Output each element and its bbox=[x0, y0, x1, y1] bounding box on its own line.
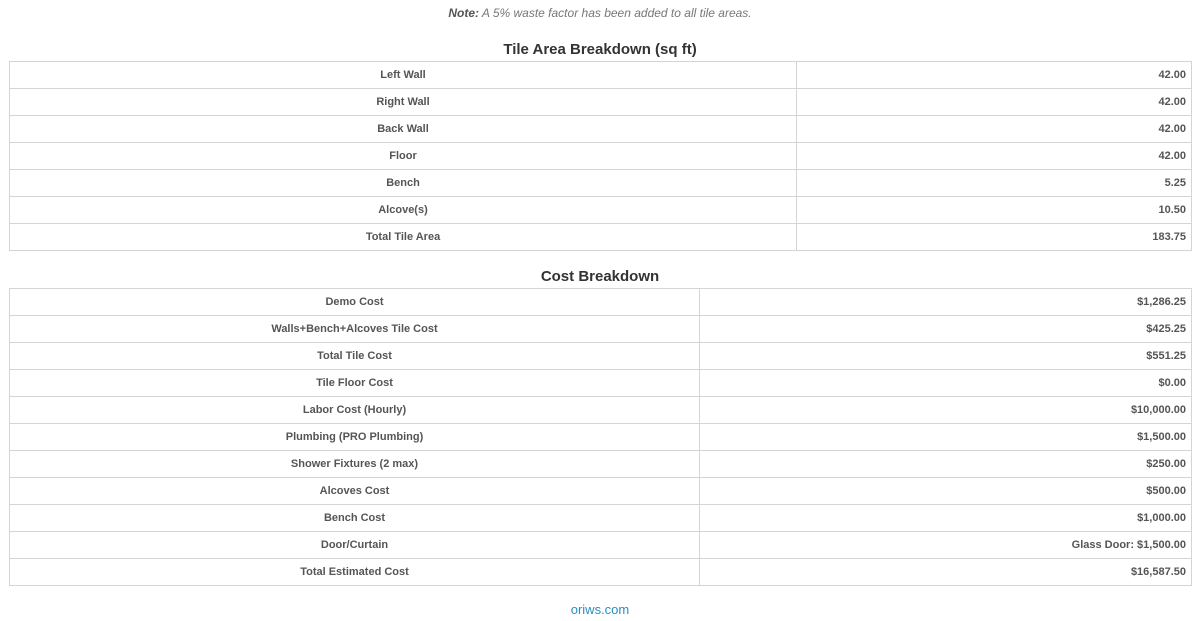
cost-breakdown-title: Cost Breakdown bbox=[540, 268, 660, 285]
table-row bbox=[10, 370, 1192, 397]
row-label: Shower Fixtures (2 max) bbox=[10, 451, 700, 478]
tile-area-title: Tile Area Breakdown (sq ft) bbox=[503, 41, 697, 58]
row-label: Tile Floor Cost bbox=[10, 370, 700, 397]
row-value: 5.25 bbox=[797, 170, 1192, 197]
note-prefix: Note: bbox=[448, 6, 480, 20]
row-label: Alcove(s) bbox=[10, 197, 797, 224]
table-row bbox=[10, 116, 1192, 143]
row-value: 42.00 bbox=[797, 89, 1192, 116]
row-label: Total Estimated Cost bbox=[10, 559, 700, 586]
table-row-total bbox=[10, 559, 1192, 586]
row-label: Total Tile Cost bbox=[10, 343, 700, 370]
table-row bbox=[10, 478, 1192, 505]
row-label: Door/Curtain bbox=[10, 532, 700, 559]
row-value: $10,000.00 bbox=[700, 397, 1192, 424]
row-label: Alcoves Cost bbox=[10, 478, 700, 505]
row-label: Total Tile Area bbox=[10, 224, 797, 251]
row-value: $0.00 bbox=[700, 370, 1192, 397]
row-value: $16,587.50 bbox=[700, 559, 1192, 586]
footer-site-link[interactable]: oriws.com bbox=[570, 602, 630, 617]
row-label: Demo Cost bbox=[10, 289, 700, 316]
table-row bbox=[10, 89, 1192, 116]
table-row bbox=[10, 532, 1192, 559]
row-label: Plumbing (PRO Plumbing) bbox=[10, 424, 700, 451]
row-label: Left Wall bbox=[10, 62, 797, 89]
table-row bbox=[10, 289, 1192, 316]
row-value: 42.00 bbox=[797, 116, 1192, 143]
row-label: Walls+Bench+Alcoves Tile Cost bbox=[10, 316, 700, 343]
table-row-total bbox=[10, 224, 1192, 251]
row-value: $1,000.00 bbox=[700, 505, 1192, 532]
row-value: $1,286.25 bbox=[700, 289, 1192, 316]
table-row bbox=[10, 505, 1192, 532]
table-row bbox=[10, 424, 1192, 451]
row-value: 183.75 bbox=[797, 224, 1192, 251]
cost-breakdown-table bbox=[9, 288, 1192, 586]
row-label: Right Wall bbox=[10, 89, 797, 116]
table-row bbox=[10, 316, 1192, 343]
row-value: 42.00 bbox=[797, 143, 1192, 170]
tile-area-table bbox=[9, 61, 1192, 251]
row-label: Floor bbox=[10, 143, 797, 170]
row-value: Glass Door: $1,500.00 bbox=[700, 532, 1192, 559]
note-text: A 5% waste factor has been added to all tile areas. bbox=[481, 6, 752, 20]
table-row bbox=[10, 62, 1192, 89]
row-value: $500.00 bbox=[700, 478, 1192, 505]
row-label: Bench bbox=[10, 170, 797, 197]
table-row bbox=[10, 170, 1192, 197]
row-value: 10.50 bbox=[797, 197, 1192, 224]
table-row bbox=[10, 397, 1192, 424]
table-row bbox=[10, 197, 1192, 224]
row-label: Bench Cost bbox=[10, 505, 700, 532]
row-value: $1,500.00 bbox=[700, 424, 1192, 451]
waste-factor-note bbox=[0, 5, 1200, 21]
row-value: $250.00 bbox=[700, 451, 1192, 478]
table-row bbox=[10, 143, 1192, 170]
table-row bbox=[10, 451, 1192, 478]
row-value: 42.00 bbox=[797, 62, 1192, 89]
row-label: Back Wall bbox=[10, 116, 797, 143]
row-label: Labor Cost (Hourly) bbox=[10, 397, 700, 424]
row-value: $551.25 bbox=[700, 343, 1192, 370]
row-value: $425.25 bbox=[700, 316, 1192, 343]
table-row bbox=[10, 343, 1192, 370]
